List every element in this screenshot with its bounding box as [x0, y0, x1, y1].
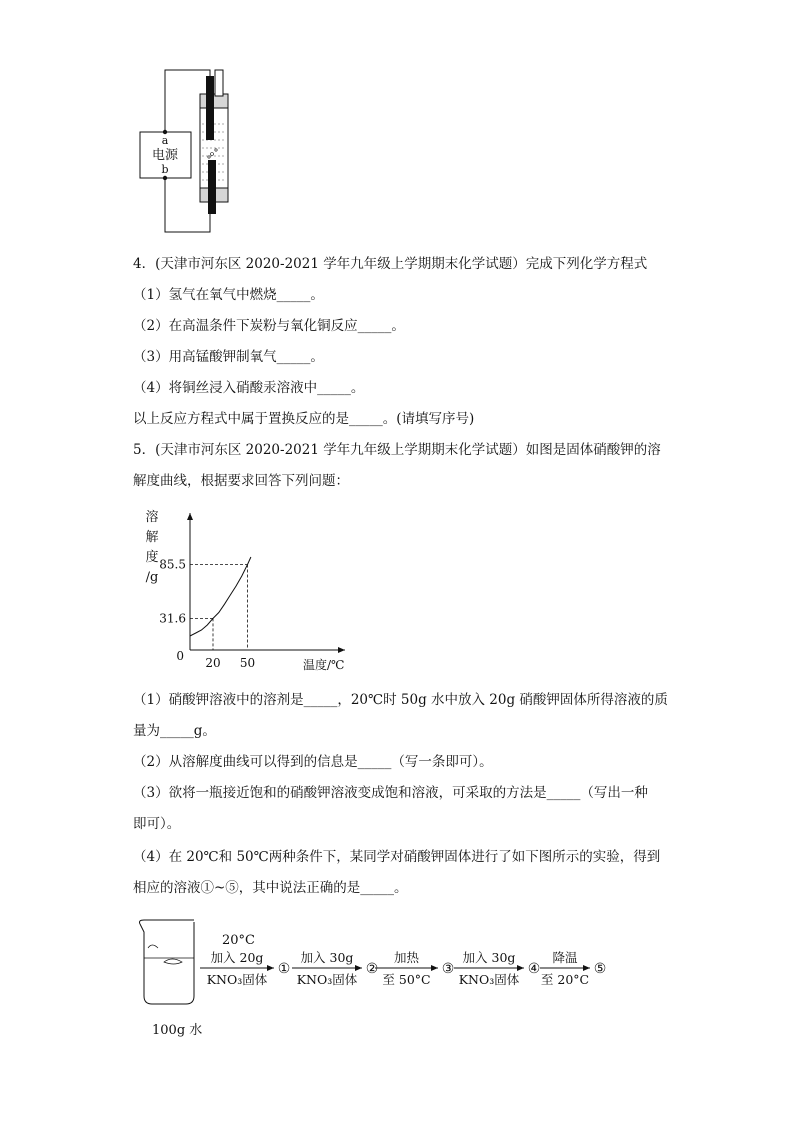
flow-step-top-4: 加入 30g: [462, 950, 516, 965]
q4-tail: 以上反应方程式中属于置换反应的是_____。(请填写序号): [133, 411, 475, 427]
origin-label: 0: [176, 649, 184, 663]
q5-item-4a: （4）在 20℃和 50℃两种条件下，某同学对硝酸钾固体进行了如下图所示的实验，得到: [133, 849, 661, 865]
x-tick-label-0: 20: [205, 656, 221, 670]
q5-item-1a: （1）硝酸钾溶液中的溶剂是_____，20℃时 50g 水中放入 20g 硝酸钾固体所得溶液的质: [133, 692, 668, 708]
outlet-tube: [215, 70, 223, 96]
flow-temp-label: 20°C: [222, 933, 255, 948]
y-tick-label-1: 85.5: [159, 557, 186, 572]
q5-item-3a: （3）欲将一瓶接近饱和的硝酸钾溶液变成饱和溶液，可采取的方法是_____（写出一种: [133, 785, 648, 801]
q5-item-4b: 相应的溶液①~⑤，其中说法正确的是_____。: [133, 880, 408, 896]
flow-step-top-2: 加入 30g: [300, 950, 354, 965]
top-electrode: [206, 76, 214, 140]
y-tick-label-0: 31.6: [159, 611, 186, 626]
q5-stem-line1: 5．(天津市河东区 2020-2021 学年九年级上学期期末化学试题）如图是固体硝酸钾的溶: [133, 442, 661, 458]
flow-result-5: ⑤: [593, 961, 607, 977]
flow-step-bottom-2: KNO₃固体: [296, 972, 358, 987]
x-tick-label-1: 50: [239, 656, 256, 670]
x-axis-label: 温度/℃: [303, 658, 345, 672]
q4-item-4: （4）将铜丝浸入硝酸汞溶液中_____。: [133, 380, 365, 396]
solubility-chart: [140, 505, 360, 675]
y-axis-label-part-0: 溶: [145, 510, 159, 525]
flow-step-bottom-4: KNO₃固体: [458, 972, 520, 987]
q5-item-3b: 即可）。: [133, 816, 181, 832]
flow-result-4: ④: [527, 961, 541, 977]
q5-stem-line2: 解度曲线，根据要求回答下列问题：: [133, 473, 349, 489]
power-source-label: 电源: [151, 148, 179, 163]
y-axis-label-part-1: 解: [145, 530, 159, 545]
q4-stem: 4．(天津市河东区 2020-2021 学年九年级上学期期末化学试题）完成下列化学方程式: [133, 256, 648, 272]
beaker-label: 100g 水: [152, 1023, 203, 1038]
y-axis-label-part-2: 度: [145, 550, 159, 565]
q4-item-3: （3）用高锰酸钾制氧气_____。: [133, 349, 324, 365]
q5-item-2: （2）从溶解度曲线可以得到的信息是_____（写一条即可）。: [133, 754, 493, 770]
flow-step-top-3: 加热: [393, 950, 420, 965]
terminal-a-label: a: [161, 134, 169, 147]
q4-item-2: （2）在高温条件下炭粉与氧化铜反应_____。: [133, 318, 405, 334]
flow-result-2: ②: [365, 961, 379, 977]
flow-step-top-1: 加入 20g: [210, 950, 264, 965]
experiment-flow-figure: [130, 912, 630, 1042]
flow-step-top-5: 降温: [552, 950, 578, 965]
bottom-electrode: [208, 160, 216, 214]
flow-step-bottom-5: 至 20°C: [540, 972, 590, 987]
flow-step-bottom-1: KNO₃固体: [206, 972, 268, 987]
beaker-icon: [140, 920, 195, 1004]
q5-item-1b: 量为_____g。: [133, 723, 216, 739]
electrolysis-apparatus-figure: [130, 62, 250, 237]
flow-result-3: ③: [441, 961, 455, 977]
flow-step-bottom-3: 至 50°C: [382, 972, 431, 987]
solubility-curve: [190, 557, 251, 636]
terminal-b-label: b: [161, 163, 169, 176]
q4-item-1: （1）氢气在氧气中燃烧_____。: [133, 287, 324, 303]
flow-result-1: ①: [277, 961, 291, 977]
y-axis-label-part-3: /g: [145, 570, 159, 585]
